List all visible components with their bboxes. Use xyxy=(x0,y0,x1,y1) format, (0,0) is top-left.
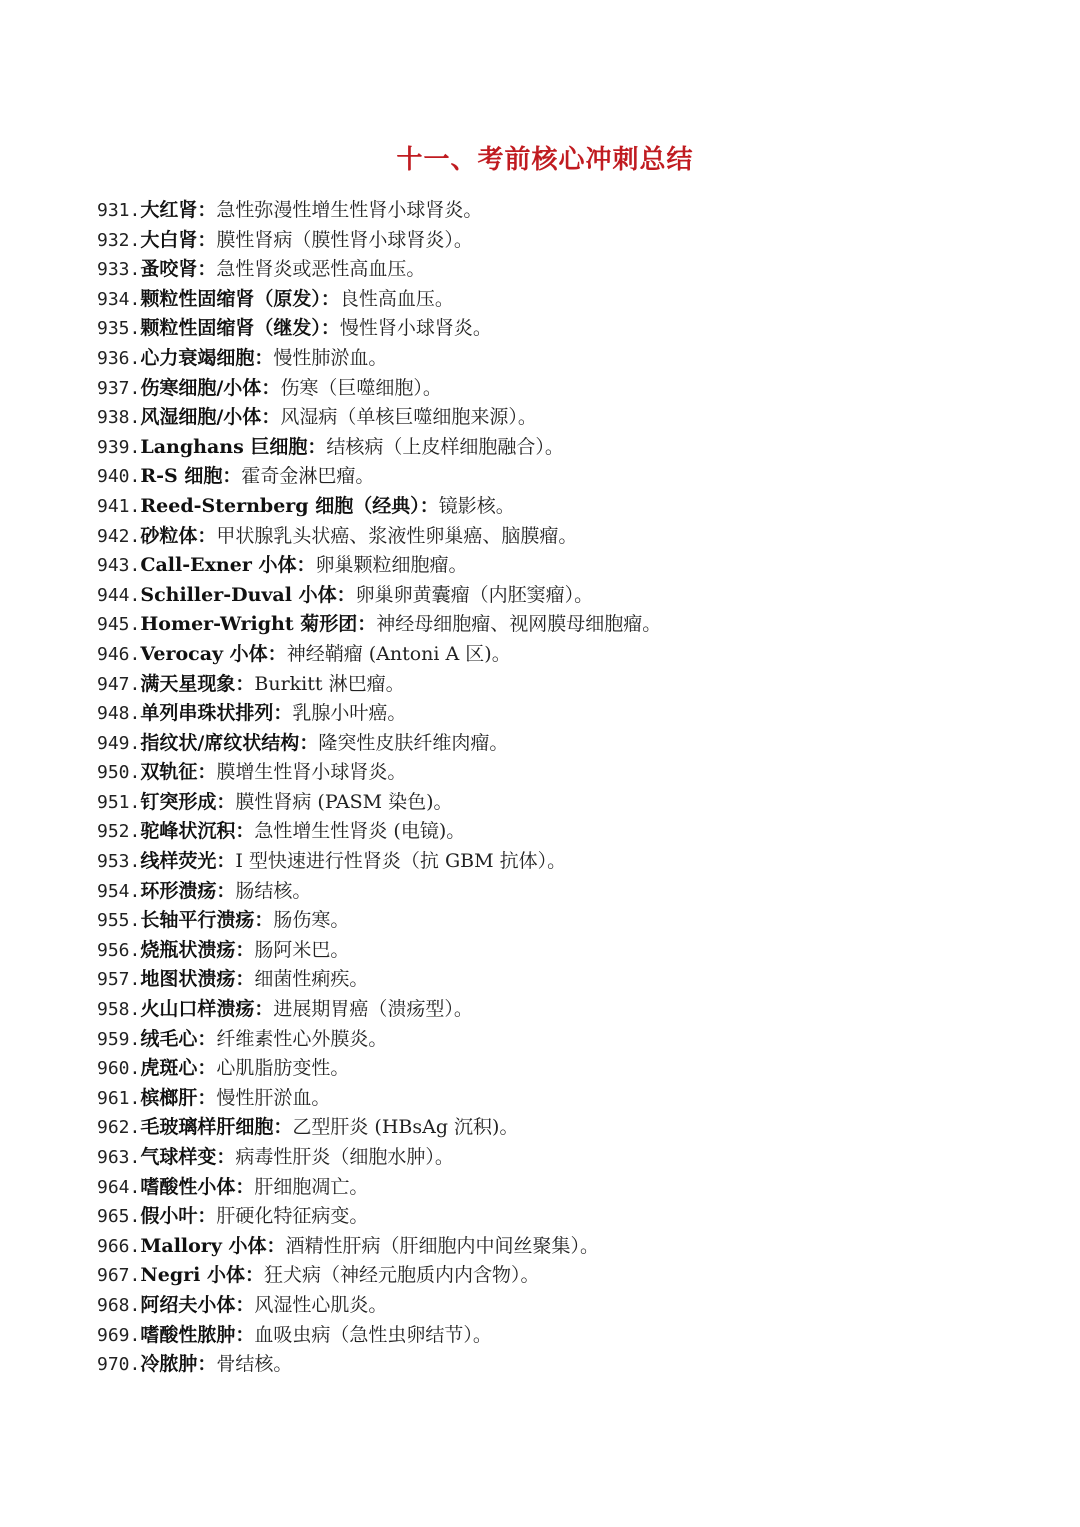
entry-separator: ： xyxy=(336,583,356,606)
entry-number: 954. xyxy=(97,880,141,902)
list-item xyxy=(97,374,1037,404)
entry-term: 指纹状/席纹状结构 xyxy=(140,731,300,754)
entry-term: Homer-Wright 菊形团 xyxy=(140,613,358,636)
entry-number: 970. xyxy=(97,1354,141,1376)
list-item xyxy=(97,196,1037,226)
entry-number: 935. xyxy=(97,318,141,340)
entry-separator: ： xyxy=(267,642,287,665)
list-item xyxy=(97,1291,1037,1321)
entry-separator: ： xyxy=(197,1086,217,1109)
entry-description: 膜增生性肾小球肾炎。 xyxy=(216,761,407,784)
entry-separator: ： xyxy=(235,968,255,991)
entry-number: 958. xyxy=(97,999,141,1021)
list-item xyxy=(97,1350,1037,1380)
list-item xyxy=(97,1084,1037,1114)
entry-number: 933. xyxy=(97,259,141,281)
entry-description: 骨结核。 xyxy=(216,1353,293,1376)
entry-description: 细菌性痢疾。 xyxy=(254,968,369,991)
entry-term: 驼峰状沉积 xyxy=(140,820,236,843)
entry-description: 狂犬病（神经元胞质内内含物）。 xyxy=(263,1264,540,1287)
entry-separator: ： xyxy=(296,554,316,577)
entry-term: 钉突形成 xyxy=(140,790,217,813)
list-item xyxy=(97,1143,1037,1173)
list-item xyxy=(97,995,1037,1025)
entry-number: 946. xyxy=(97,643,141,665)
entry-separator: ： xyxy=(197,1027,217,1050)
entry-description: 乙型肝炎 (HBsAg 沉积)。 xyxy=(292,1116,519,1139)
entry-term: 嗜酸性脓肿 xyxy=(140,1323,236,1346)
list-item xyxy=(97,699,1037,729)
entry-term: Verocay 小体 xyxy=(140,642,268,665)
entry-description: 风湿性心肌炎。 xyxy=(254,1293,388,1316)
list-item xyxy=(97,403,1037,433)
entry-separator: ： xyxy=(197,1353,217,1376)
entry-number: 960. xyxy=(97,1058,141,1080)
entry-number: 968. xyxy=(97,1294,141,1316)
entry-description: 隆突性皮肤纤维肉瘤。 xyxy=(318,731,509,754)
entry-description: 肝细胞凋亡。 xyxy=(254,1175,369,1198)
entry-description: 神经母细胞瘤、视网膜母细胞瘤。 xyxy=(376,613,662,636)
list-item xyxy=(97,492,1037,522)
entry-number: 953. xyxy=(97,851,141,873)
entry-term: 大白肾 xyxy=(140,228,198,251)
list-item xyxy=(97,1232,1037,1262)
entry-term: 伤寒细胞/小体 xyxy=(140,376,262,399)
entry-number: 959. xyxy=(97,1028,141,1050)
entry-description: 心肌脂肪变性。 xyxy=(216,1057,350,1080)
entry-term: 阿绍夫小体 xyxy=(140,1293,236,1316)
entry-number: 963. xyxy=(97,1147,141,1168)
entry-separator: ： xyxy=(197,524,217,547)
entry-separator: ： xyxy=(273,702,293,725)
list-item xyxy=(97,729,1037,759)
entry-separator: ： xyxy=(320,287,340,310)
entry-description: Burkitt 淋巴瘤。 xyxy=(254,672,405,695)
entry-separator: ： xyxy=(254,346,274,369)
entry-separator: ： xyxy=(273,1116,293,1139)
list-item xyxy=(97,285,1037,315)
entry-description: 肝硬化特征病变。 xyxy=(216,1205,369,1228)
entry-number: 948. xyxy=(97,703,141,725)
entry-separator: ： xyxy=(222,465,242,488)
entry-number: 943. xyxy=(97,555,141,577)
list-item xyxy=(97,1054,1037,1084)
entry-term: 火山口样溃疡 xyxy=(140,998,255,1021)
entry-number: 957. xyxy=(97,969,141,991)
list-item xyxy=(97,581,1037,611)
entry-number: 939. xyxy=(97,436,141,458)
list-item xyxy=(97,847,1037,877)
entry-term: Mallory 小体 xyxy=(140,1234,267,1257)
list-item xyxy=(97,551,1037,581)
entry-separator: ： xyxy=(216,879,236,902)
entry-number: 969. xyxy=(97,1324,141,1346)
entry-description: 乳腺小叶癌。 xyxy=(292,702,407,725)
entry-separator: ： xyxy=(197,258,217,281)
entry-number: 956. xyxy=(97,939,141,961)
entry-term: Call-Exner 小体 xyxy=(140,554,297,577)
entry-description: 急性弥漫性增生性肾小球肾炎。 xyxy=(216,199,483,221)
entry-description: 风湿病（单核巨噬细胞来源）。 xyxy=(280,406,537,429)
entry-term: 气球样变 xyxy=(140,1146,217,1168)
entry-term: 大红肾 xyxy=(140,199,198,221)
entry-number: 955. xyxy=(97,910,141,932)
entry-separator: ： xyxy=(235,820,255,843)
entry-description: 结核病（上皮样细胞融合）。 xyxy=(326,435,564,458)
entry-term: 单列串珠状排列 xyxy=(140,702,274,725)
entry-number: 962. xyxy=(97,1117,141,1139)
entry-description: 甲状腺乳头状癌、浆液性卵巢癌、脑膜瘤。 xyxy=(216,524,578,547)
entry-term: 长轴平行溃疡 xyxy=(140,909,255,932)
entry-separator: ： xyxy=(266,1234,286,1257)
entry-number: 934. xyxy=(97,288,141,310)
entry-separator: ： xyxy=(261,406,281,429)
entry-term: 环形溃疡 xyxy=(140,879,217,902)
entry-separator: ： xyxy=(299,731,319,754)
entry-number: 966. xyxy=(97,1235,141,1257)
entry-term: Negri 小体 xyxy=(140,1264,245,1287)
entry-term: Langhans 巨细胞 xyxy=(140,435,308,458)
page-title: 十一、考前核心冲刺总结 xyxy=(396,145,694,175)
entry-term: 毛玻璃样肝细胞 xyxy=(140,1116,274,1139)
entry-term: 假小叶 xyxy=(140,1205,198,1228)
entry-term: Schiller-Duval 小体 xyxy=(140,583,337,606)
entry-number: 965. xyxy=(97,1206,141,1228)
entry-separator: ： xyxy=(244,1264,264,1287)
list-item xyxy=(97,906,1037,936)
entry-separator: ： xyxy=(254,909,274,932)
entry-term: Reed-Sternberg 细胞（经典） xyxy=(140,494,420,517)
entry-number: 947. xyxy=(97,673,141,695)
entry-term: 嗜酸性小体 xyxy=(140,1175,236,1198)
entry-number: 932. xyxy=(97,229,141,251)
entry-description: 病毒性肝炎（细胞水肿）。 xyxy=(235,1146,454,1168)
entry-number: 942. xyxy=(97,525,141,547)
entry-term: 双轨征 xyxy=(140,761,198,784)
entry-separator: ： xyxy=(216,1146,236,1168)
entry-number: 938. xyxy=(97,407,141,429)
entry-separator: ： xyxy=(261,376,281,399)
entry-term: 砂粒体 xyxy=(140,524,198,547)
list-item xyxy=(97,1321,1037,1351)
entry-number: 949. xyxy=(97,732,141,754)
entry-term: 心力衰竭细胞 xyxy=(140,346,255,369)
entry-term: 蚤咬肾 xyxy=(140,258,198,281)
list-item xyxy=(97,640,1037,670)
entry-number: 964. xyxy=(97,1176,141,1198)
entry-separator: ： xyxy=(320,317,340,340)
entry-description: 肠伤寒。 xyxy=(273,909,350,932)
entry-description: 慢性肺淤血。 xyxy=(273,346,388,369)
list-item xyxy=(97,758,1037,788)
entry-term: 冷脓肿 xyxy=(140,1353,198,1376)
list-item xyxy=(97,255,1037,285)
entry-term: 绒毛心 xyxy=(140,1027,198,1050)
list-item xyxy=(97,462,1037,492)
entry-separator: ： xyxy=(235,1323,255,1346)
entry-term: R-S 细胞 xyxy=(140,465,223,488)
entry-list xyxy=(97,196,1037,1380)
list-item xyxy=(97,1202,1037,1232)
list-item xyxy=(97,817,1037,847)
entry-term: 槟榔肝 xyxy=(140,1086,198,1109)
entry-separator: ： xyxy=(254,998,274,1021)
entry-separator: ： xyxy=(357,613,377,636)
entry-description: 肠阿米巴。 xyxy=(254,938,350,961)
list-item xyxy=(97,965,1037,995)
entry-description: 良性高血压。 xyxy=(339,287,454,310)
entry-description: 血吸虫病（急性虫卵结节）。 xyxy=(254,1323,492,1346)
entry-number: 940. xyxy=(97,466,141,488)
entry-term: 颗粒性固缩肾（原发） xyxy=(140,287,321,310)
entry-separator: ： xyxy=(197,761,217,784)
entry-description: 伤寒（巨噬细胞）。 xyxy=(280,376,442,399)
entry-number: 967. xyxy=(97,1265,141,1287)
list-item xyxy=(97,522,1037,552)
entry-separator: ： xyxy=(216,850,236,873)
entry-number: 941. xyxy=(97,495,141,517)
entry-separator: ： xyxy=(235,1175,255,1198)
list-item xyxy=(97,877,1037,907)
entry-description: I 型快速进行性肾炎（抗 GBM 抗体）。 xyxy=(235,850,567,873)
list-item xyxy=(97,670,1037,700)
entry-separator: ： xyxy=(419,494,439,517)
entry-separator: ： xyxy=(235,1293,255,1316)
entry-separator: ： xyxy=(197,199,217,221)
entry-description: 急性肾炎或恶性高血压。 xyxy=(216,258,426,281)
entry-description: 急性增生性肾炎 (电镜)。 xyxy=(254,820,466,843)
entry-term: 虎斑心 xyxy=(140,1057,198,1080)
list-item xyxy=(97,1113,1037,1143)
list-item xyxy=(97,788,1037,818)
entry-description: 卵巢卵黄囊瘤（内胚窦瘤）。 xyxy=(355,583,594,606)
entry-separator: ： xyxy=(216,790,236,813)
entry-description: 慢性肝淤血。 xyxy=(216,1086,331,1109)
entry-separator: ： xyxy=(197,1205,217,1228)
entry-separator: ： xyxy=(235,938,255,961)
entry-description: 镜影核。 xyxy=(438,494,515,517)
entry-number: 951. xyxy=(97,791,141,813)
entry-number: 945. xyxy=(97,614,141,636)
entry-number: 944. xyxy=(97,584,141,606)
entry-term: 满天星现象 xyxy=(140,672,236,695)
entry-description: 卵巢颗粒细胞瘤。 xyxy=(315,554,468,577)
entry-number: 936. xyxy=(97,347,141,369)
list-item xyxy=(97,936,1037,966)
entry-separator: ： xyxy=(307,435,327,458)
entry-description: 进展期胃癌（溃疡型）。 xyxy=(273,998,473,1021)
entry-number: 961. xyxy=(97,1087,141,1109)
entry-description: 膜性肾病（膜性肾小球肾炎）。 xyxy=(216,228,473,251)
entry-number: 952. xyxy=(97,821,141,843)
entry-description: 神经鞘瘤 (Antoni A 区)。 xyxy=(286,642,511,665)
entry-term: 线样荧光 xyxy=(140,850,217,873)
list-item xyxy=(97,344,1037,374)
list-item xyxy=(97,314,1037,344)
entry-number: 937. xyxy=(97,377,141,399)
entry-description: 霍奇金淋巴瘤。 xyxy=(241,465,375,488)
entry-separator: ： xyxy=(197,228,217,251)
list-item xyxy=(97,226,1037,256)
entry-description: 肠结核。 xyxy=(235,879,312,902)
entry-description: 慢性肾小球肾炎。 xyxy=(339,317,492,340)
entry-description: 膜性肾病 (PASM 染色)。 xyxy=(235,790,453,813)
entry-number: 950. xyxy=(97,762,141,784)
list-item xyxy=(97,1261,1037,1291)
entry-term: 颗粒性固缩肾（继发） xyxy=(140,317,321,340)
list-item xyxy=(97,433,1037,463)
entry-term: 烧瓶状溃疡 xyxy=(140,938,236,961)
entry-description: 酒精性肝病（肝细胞内中间丝聚集）。 xyxy=(285,1234,600,1257)
entry-term: 地图状溃疡 xyxy=(140,968,236,991)
entry-separator: ： xyxy=(235,672,255,695)
list-item xyxy=(97,610,1037,640)
entry-separator: ： xyxy=(197,1057,217,1080)
entry-number: 931. xyxy=(97,200,141,221)
entry-term: 风湿细胞/小体 xyxy=(140,406,262,429)
list-item xyxy=(97,1025,1037,1055)
list-item xyxy=(97,1173,1037,1203)
entry-description: 纤维素性心外膜炎。 xyxy=(216,1027,388,1050)
